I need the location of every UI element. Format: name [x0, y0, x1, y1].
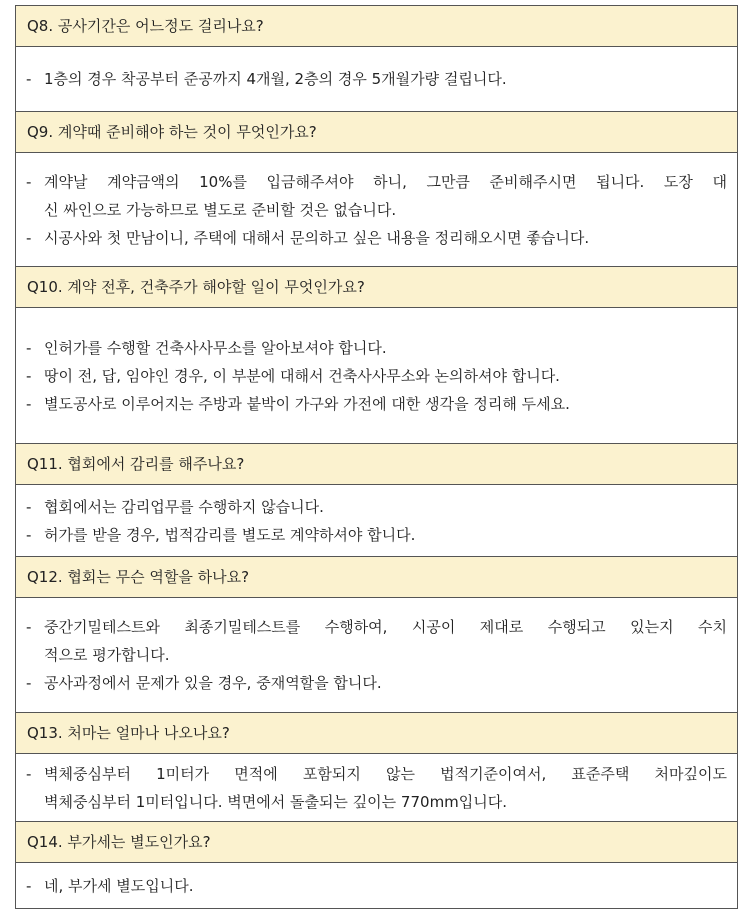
- bullet-dash: -: [26, 497, 32, 516]
- faq-answer-q9: [16, 153, 737, 267]
- bullet-dash: -: [26, 338, 32, 357]
- answer-item: [26, 390, 727, 418]
- answer-text: 벽체중심부터 1미터가 면적에 포함되지 않는 법적기준이여서, 표준주택 처마깊이도: [44, 764, 727, 783]
- answer-item-continued: [26, 641, 727, 669]
- faq-table: [15, 5, 738, 909]
- answer-text: 벽체중심부터 1미터입니다. 벽면에서 돌출되는 깊이는 770mm입니다.: [44, 792, 508, 811]
- answer-text: 네, 부가세 별도입니다.: [44, 876, 194, 895]
- answer-item: [26, 65, 727, 93]
- bullet-dash: -: [26, 764, 32, 783]
- answer-item: [26, 613, 727, 641]
- faq-question-q11: Q11. 협회에서 감리를 해주나요?: [16, 444, 737, 485]
- answer-item: [26, 760, 727, 788]
- bullet-dash: -: [26, 618, 32, 636]
- faq-question-q13: Q13. 처마는 얼마나 나오나요?: [16, 713, 737, 754]
- answer-item: [26, 872, 727, 900]
- answer-item-continued: [26, 196, 727, 224]
- answer-text: 신 싸인으로 가능하므로 별도로 준비할 것은 없습니다.: [44, 200, 397, 219]
- faq-question-q9: Q9. 계약때 준비해야 하는 것이 무엇인가요?: [16, 112, 737, 153]
- answer-item: [26, 168, 727, 196]
- bullet-dash: -: [26, 228, 32, 247]
- faq-answer-q14: [16, 863, 737, 909]
- faq-answer-q12: [16, 598, 737, 713]
- answer-item: [26, 493, 727, 521]
- faq-answer-q13: [16, 754, 737, 822]
- faq-answer-q11: [16, 485, 737, 557]
- faq-answer-q10: [16, 308, 737, 444]
- faq-question-q12: Q12. 협회는 무슨 역할을 하나요?: [16, 557, 737, 598]
- faq-answer-q8: [16, 47, 737, 112]
- answer-text: 중간기밀테스트와 최종기밀테스트를 수행하여, 시공이 제대로 수행되고 있는지 수치: [44, 618, 727, 636]
- answer-item: [26, 669, 727, 697]
- answer-text: 땅이 전, 답, 임야인 경우, 이 부분에 대해서 건축사사무소와 논의하셔야 합니다.: [44, 366, 560, 385]
- answer-item: [26, 334, 727, 362]
- bullet-dash: -: [26, 366, 32, 385]
- answer-text: 시공사와 첫 만남이니, 주택에 대해서 문의하고 싶은 내용을 정리해오시면 좋습니다.: [44, 228, 590, 247]
- answer-item: [26, 362, 727, 390]
- faq-question-q14: Q14. 부가세는 별도인가요?: [16, 822, 737, 863]
- faq-question-q8: Q8. 공사기간은 어느정도 걸리나요?: [16, 6, 737, 47]
- answer-text: 계약날 계약금액의 10%를 입금해주셔야 하니, 그만큼 준비해주시면 됩니다. 도장 대: [44, 172, 727, 191]
- bullet-dash: -: [26, 394, 32, 413]
- answer-text: 협회에서는 감리업무를 수행하지 않습니다.: [44, 497, 324, 516]
- answer-text: 공사과정에서 문제가 있을 경우, 중재역할을 합니다.: [44, 674, 382, 692]
- bullet-dash: -: [26, 70, 32, 88]
- bullet-dash: -: [26, 876, 32, 895]
- answer-item: [26, 224, 727, 252]
- answer-text: 허가를 받을 경우, 법적감리를 별도로 계약하셔야 합니다.: [44, 525, 416, 544]
- answer-item: [26, 521, 727, 549]
- answer-text: 인허가를 수행할 건축사사무소를 알아보셔야 합니다.: [44, 338, 387, 357]
- answer-text: 별도공사로 이루어지는 주방과 붙박이 가구와 가전에 대한 생각을 정리해 두세요.: [44, 394, 570, 413]
- faq-question-q10: Q10. 계약 전후, 건축주가 해야할 일이 무엇인가요?: [16, 267, 737, 308]
- answer-text: 1층의 경우 착공부터 준공까지 4개월, 2층의 경우 5개월가량 걸립니다.: [44, 70, 507, 88]
- bullet-dash: -: [26, 525, 32, 544]
- bullet-dash: -: [26, 172, 32, 191]
- answer-item-continued: [26, 788, 727, 816]
- bullet-dash: -: [26, 674, 32, 692]
- answer-text: 적으로 평가합니다.: [44, 646, 170, 664]
